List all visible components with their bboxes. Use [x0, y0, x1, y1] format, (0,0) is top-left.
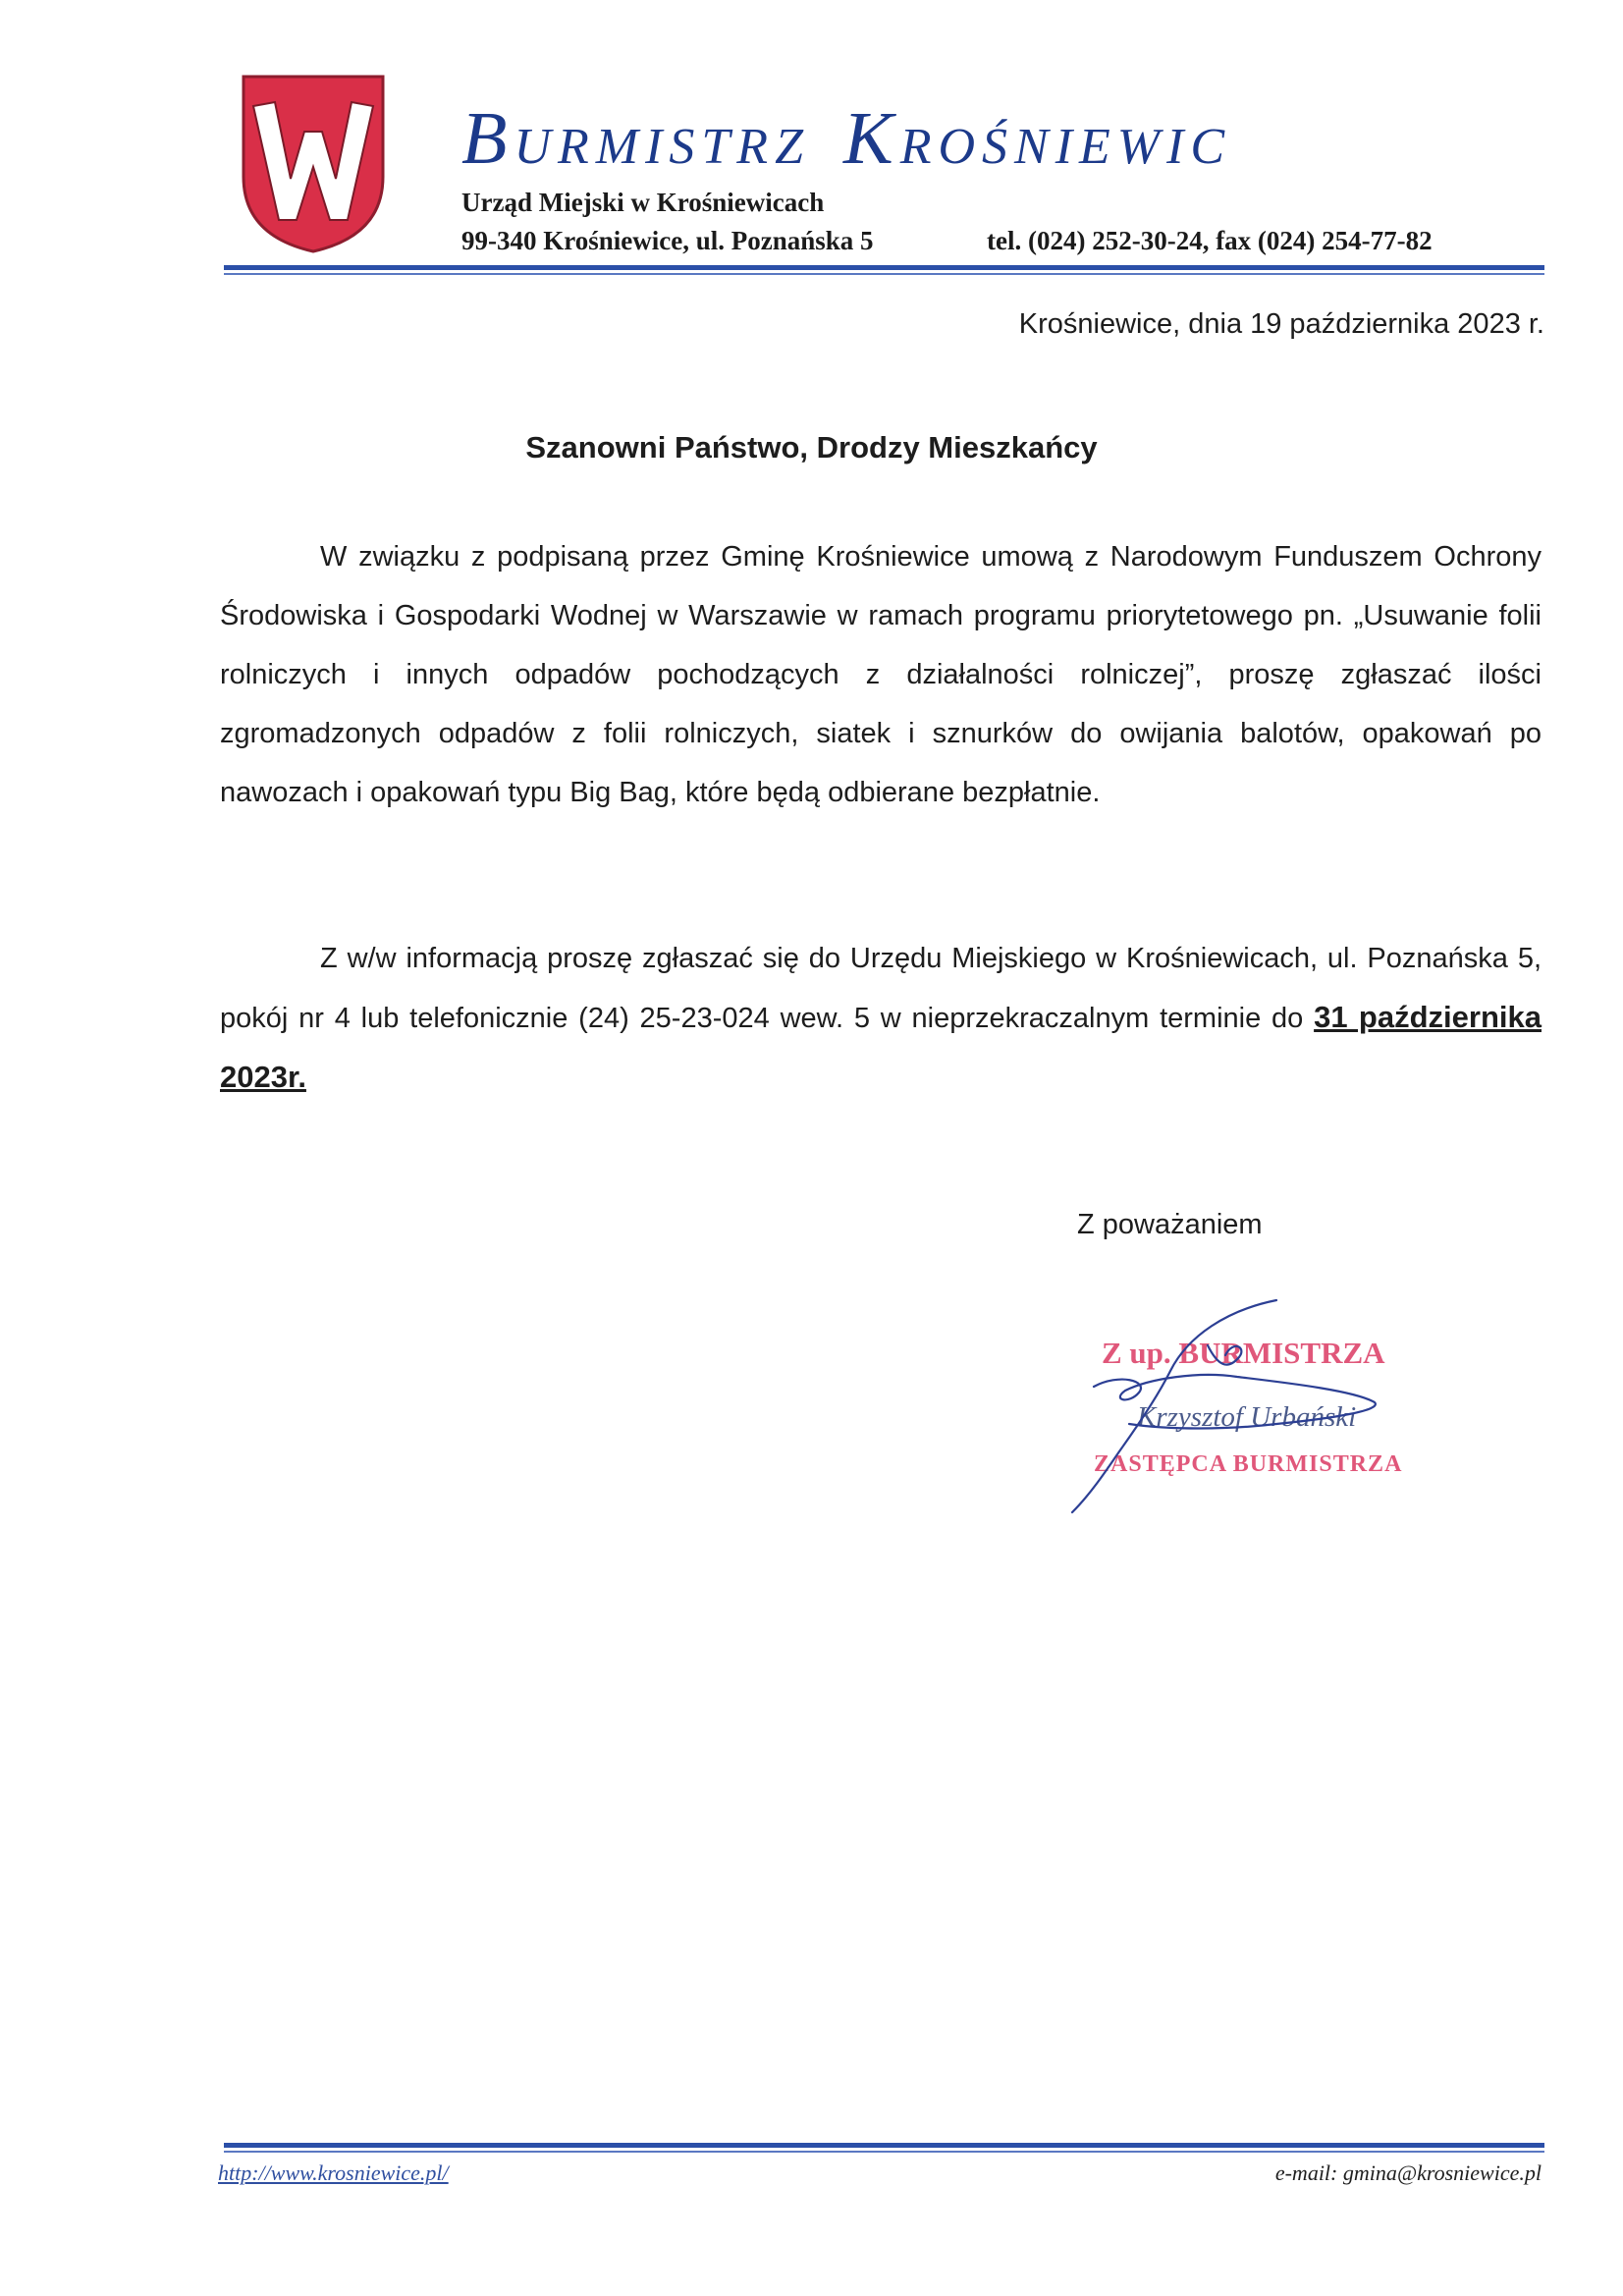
- email-address: e-mail: gmina@krosniewice.pl: [1274, 2160, 1542, 2185]
- coat-of-arms-icon: [240, 73, 387, 255]
- signature-stamp: [1060, 1277, 1434, 1522]
- salutation: Szanowni Państwo, Drodzy Mieszkańcy: [525, 430, 1098, 465]
- website-link[interactable]: http://www.krosniewice.pl/: [218, 2160, 449, 2185]
- mayor-title: [461, 96, 1231, 182]
- paragraph-2-text: Z w/w informacją proszę zgłaszać się do Urzędu Miejskiego w Krośniewicach, ul. Poznańska 5, pokój nr 4 lub telefonicznie (24) 25-23-024 wew. 5 w nieprzekraczalnym terminie do: [220, 943, 1542, 1034]
- footer-divider: [224, 2143, 1544, 2153]
- title-word-1: URMISTRZ: [514, 119, 810, 175]
- stamp-line-position: ZASTĘPCA BURMISTRZA: [1094, 1451, 1403, 1477]
- title-initial-2: K: [843, 97, 900, 180]
- office-phone-fax: tel. (024) 252-30-24, fax (024) 254-77-82: [987, 226, 1433, 255]
- office-address: 99-340 Krośniewice, ul. Poznańska 5: [461, 226, 874, 255]
- header-divider: [224, 265, 1544, 275]
- paragraph-1: [220, 527, 1542, 822]
- closing: Z poważaniem: [1077, 1209, 1263, 1240]
- stamp-line-authority: Z up. BURMISTRZA: [1102, 1336, 1385, 1370]
- paragraph-1-text: W związku z podpisaną przez Gminę Krośniewice umową z Narodowym Funduszem Ochrony Środowiska i Gospodarki Wodnej w Warszawie w ramach programu priorytetowego pn. „Usuwanie folii rolniczych i innych odpadów pochodzących z działalności rolniczej”, proszę zgłaszać ilości zgromadzonych odpadów z folii rolniczych, siatek i sznurków do owijania balotów, opakowań po nawozach i opakowań typu Big Bag, które będą odbierane bezpłatnie.: [220, 541, 1542, 808]
- title-word-2: ROŚNIEWIC: [899, 119, 1232, 175]
- office-name: Urząd Miejski w Krośniewicach: [461, 188, 825, 217]
- deadline-date: 31 października 2023r.: [220, 1000, 1542, 1094]
- letter-date: Krośniewice, dnia 19 października 2023 r.: [1018, 308, 1544, 340]
- paragraph-2: [220, 929, 1542, 1108]
- stamp-line-name: Krzysztof Urbański: [1137, 1401, 1357, 1433]
- title-initial-1: B: [461, 97, 514, 180]
